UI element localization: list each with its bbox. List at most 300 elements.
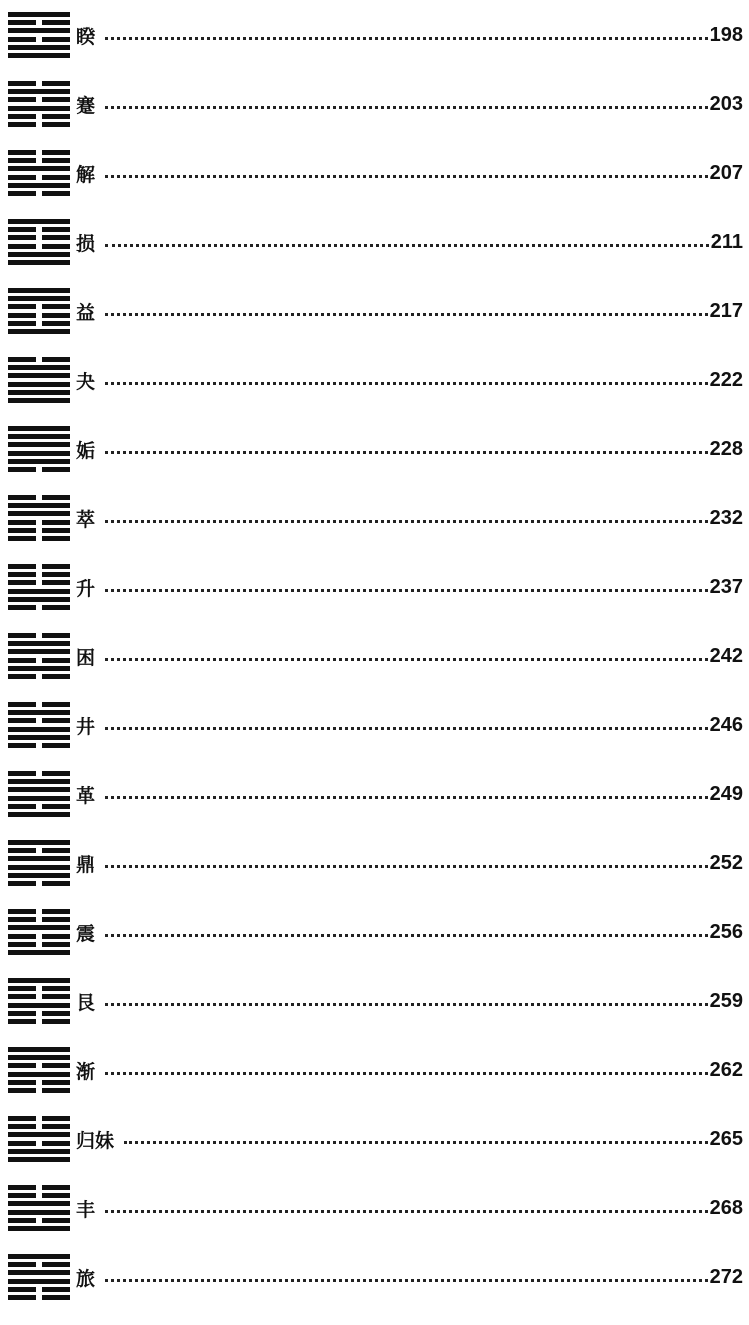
toc-entry[interactable] <box>8 909 743 955</box>
entry-name: 益 <box>76 301 96 324</box>
line-segment <box>8 605 36 610</box>
line-segment <box>8 12 70 17</box>
toc-entry[interactable] <box>8 840 743 886</box>
line-segment <box>8 848 36 853</box>
line-segment <box>8 649 70 654</box>
line-segment <box>42 743 70 748</box>
line-segment <box>8 313 36 318</box>
solid-line <box>8 503 70 508</box>
entry-name: 归妹 <box>76 1129 115 1152</box>
broken-line <box>8 304 70 309</box>
broken-line <box>8 1218 70 1223</box>
solid-line <box>8 434 70 439</box>
line-segment <box>42 572 70 577</box>
line-segment <box>42 1011 70 1016</box>
line-segment <box>42 917 70 922</box>
line-segment <box>8 796 70 801</box>
broken-line <box>8 1088 70 1093</box>
line-segment <box>42 1287 70 1292</box>
line-segment <box>42 881 70 886</box>
solid-line <box>8 666 70 671</box>
line-segment <box>42 718 70 723</box>
page-number: 246 <box>709 713 743 736</box>
line-segment <box>8 1149 70 1154</box>
broken-line <box>8 605 70 610</box>
page-number: 265 <box>709 1127 743 1150</box>
line-segment <box>42 97 70 102</box>
broken-line <box>8 520 70 525</box>
page-number: 256 <box>709 920 743 943</box>
line-segment <box>8 580 36 585</box>
line-segment <box>8 183 70 188</box>
line-segment <box>8 1055 70 1060</box>
line-segment <box>8 1262 36 1267</box>
toc-entry[interactable] <box>8 564 743 610</box>
line-segment <box>42 37 70 42</box>
line-segment <box>42 986 70 991</box>
page-number: 259 <box>709 989 743 1012</box>
solid-line <box>8 641 70 646</box>
line-segment <box>8 978 70 983</box>
line-segment <box>8 666 70 671</box>
hexagram-icon <box>8 840 70 886</box>
broken-line <box>8 804 70 809</box>
dot-leader <box>105 796 708 799</box>
line-segment <box>8 503 70 508</box>
broken-line <box>8 674 70 679</box>
line-segment <box>42 81 70 86</box>
broken-line <box>8 244 70 249</box>
solid-line <box>8 735 70 740</box>
broken-line <box>8 1124 70 1129</box>
broken-line <box>8 1287 70 1292</box>
line-segment <box>8 114 36 119</box>
line-segment <box>8 329 70 334</box>
line-segment <box>42 994 70 999</box>
line-segment <box>8 735 70 740</box>
solid-line <box>8 166 70 171</box>
line-segment <box>8 1279 70 1284</box>
broken-line <box>8 942 70 947</box>
entry-name: 损 <box>76 232 96 255</box>
line-segment <box>8 244 36 249</box>
line-segment <box>8 1287 36 1292</box>
dot-leader <box>105 37 708 40</box>
line-segment <box>8 166 70 171</box>
line-segment <box>8 520 36 525</box>
solid-line <box>8 1047 70 1052</box>
entry-name: 蹇 <box>76 94 96 117</box>
broken-line <box>8 771 70 776</box>
line-segment <box>8 235 36 240</box>
solid-line <box>8 89 70 94</box>
line-segment <box>8 398 70 403</box>
solid-line <box>8 45 70 50</box>
dot-leader <box>105 1210 708 1213</box>
solid-line <box>8 1132 70 1137</box>
entry-name: 丰 <box>76 1198 96 1221</box>
line-segment <box>8 1201 70 1206</box>
solid-line <box>8 1072 70 1077</box>
line-segment <box>8 382 70 387</box>
broken-line <box>8 718 70 723</box>
line-segment <box>42 564 70 569</box>
dot-leader <box>105 589 708 592</box>
line-segment <box>8 227 36 232</box>
entry-name: 睽 <box>76 25 96 48</box>
line-segment <box>8 150 36 155</box>
solid-line <box>8 865 70 870</box>
line-segment <box>42 909 70 914</box>
toc-entry[interactable] <box>8 1254 743 1300</box>
line-segment <box>42 235 70 240</box>
solid-line <box>8 925 70 930</box>
line-segment <box>8 873 70 878</box>
entry-name: 夬 <box>76 370 96 393</box>
solid-line <box>8 1201 70 1206</box>
dot-leader <box>105 313 708 316</box>
hexagram-icon <box>8 495 70 541</box>
line-segment <box>8 495 36 500</box>
line-segment <box>42 244 70 249</box>
toc-entry[interactable] <box>8 219 743 265</box>
line-segment <box>8 260 70 265</box>
line-segment <box>8 1141 36 1146</box>
page-number: 272 <box>709 1265 743 1288</box>
solid-line <box>8 1279 70 1284</box>
line-segment <box>8 1254 70 1259</box>
toc-entry[interactable] <box>8 81 743 127</box>
broken-line <box>8 37 70 42</box>
page-number: 262 <box>709 1058 743 1081</box>
line-segment <box>8 1157 70 1162</box>
broken-line <box>8 227 70 232</box>
entry-name: 升 <box>76 577 96 600</box>
broken-line <box>8 1011 70 1016</box>
solid-line <box>8 252 70 257</box>
page-number: 211 <box>710 230 743 253</box>
line-segment <box>42 804 70 809</box>
entry-name: 革 <box>76 784 96 807</box>
hexagram-icon <box>8 771 70 817</box>
line-segment <box>8 779 70 784</box>
toc-entry[interactable] <box>8 12 743 58</box>
line-segment <box>8 1116 36 1121</box>
entry-name: 鼎 <box>76 853 96 876</box>
toc-entry[interactable] <box>8 288 743 334</box>
line-segment <box>8 191 36 196</box>
hexagram-icon <box>8 633 70 679</box>
solid-line <box>8 812 70 817</box>
broken-line <box>8 1063 70 1068</box>
broken-line <box>8 917 70 922</box>
line-segment <box>42 771 70 776</box>
line-segment <box>42 304 70 309</box>
entry-name: 萃 <box>76 508 96 531</box>
solid-line <box>8 390 70 395</box>
hexagram-icon <box>8 81 70 127</box>
broken-line <box>8 20 70 25</box>
solid-line <box>8 219 70 224</box>
broken-line <box>8 122 70 127</box>
solid-line <box>8 1210 70 1215</box>
broken-line <box>8 572 70 577</box>
toc-entry[interactable] <box>8 150 743 196</box>
dot-leader <box>105 451 708 454</box>
solid-line <box>8 511 70 516</box>
line-segment <box>42 1295 70 1300</box>
line-segment <box>42 1088 70 1093</box>
toc-entry[interactable] <box>8 1047 743 1093</box>
solid-line <box>8 710 70 715</box>
line-segment <box>8 459 70 464</box>
solid-line <box>8 365 70 370</box>
dot-leader <box>124 1141 708 1144</box>
hexagram-icon <box>8 426 70 472</box>
line-segment <box>42 633 70 638</box>
line-segment <box>8 89 70 94</box>
line-segment <box>8 511 70 516</box>
page-number: 237 <box>709 575 743 598</box>
broken-line <box>8 467 70 472</box>
line-segment <box>8 1011 36 1016</box>
line-segment <box>8 589 70 594</box>
line-segment <box>8 1063 36 1068</box>
line-segment <box>42 357 70 362</box>
solid-line <box>8 856 70 861</box>
line-segment <box>8 865 70 870</box>
line-segment <box>42 175 70 180</box>
line-segment <box>8 106 70 111</box>
line-segment <box>42 313 70 318</box>
broken-line <box>8 1116 70 1121</box>
broken-line <box>8 1185 70 1190</box>
dot-leader <box>105 382 708 385</box>
line-segment <box>8 467 36 472</box>
line-segment <box>8 633 36 638</box>
line-segment <box>8 288 70 293</box>
line-segment <box>42 495 70 500</box>
solid-line <box>8 597 70 602</box>
line-segment <box>42 1080 70 1085</box>
line-segment <box>8 812 70 817</box>
broken-line <box>8 702 70 707</box>
entry-name: 艮 <box>76 991 96 1014</box>
broken-line <box>8 994 70 999</box>
line-segment <box>8 219 70 224</box>
solid-line <box>8 649 70 654</box>
line-segment <box>8 1019 36 1024</box>
solid-line <box>8 1254 70 1259</box>
solid-line <box>8 329 70 334</box>
line-segment <box>42 536 70 541</box>
line-segment <box>8 1295 36 1300</box>
page-number: 207 <box>709 161 743 184</box>
line-segment <box>8 1088 36 1093</box>
line-segment <box>42 1193 70 1198</box>
line-segment <box>42 1124 70 1129</box>
line-segment <box>8 1047 70 1052</box>
entry-name: 渐 <box>76 1060 96 1083</box>
solid-line <box>8 1055 70 1060</box>
line-segment <box>8 856 70 861</box>
toc-entry[interactable] <box>8 1116 743 1162</box>
solid-line <box>8 787 70 792</box>
line-segment <box>8 674 36 679</box>
toc-entry[interactable] <box>8 357 743 403</box>
solid-line <box>8 779 70 784</box>
line-segment <box>8 373 70 378</box>
broken-line <box>8 633 70 638</box>
hexagram-icon <box>8 12 70 58</box>
hexagram-icon <box>8 564 70 610</box>
line-segment <box>42 20 70 25</box>
line-segment <box>8 718 36 723</box>
line-segment <box>8 1003 70 1008</box>
dot-leader <box>105 106 708 109</box>
line-segment <box>8 917 36 922</box>
line-segment <box>8 434 70 439</box>
page-number: 203 <box>709 92 743 115</box>
hexagram-icon <box>8 219 70 265</box>
toc-entry[interactable] <box>8 702 743 748</box>
hexagram-icon <box>8 1116 70 1162</box>
dot-leader <box>105 1279 708 1282</box>
line-segment <box>42 848 70 853</box>
solid-line <box>8 260 70 265</box>
line-segment <box>8 840 70 845</box>
broken-line <box>8 848 70 853</box>
line-segment <box>8 934 36 939</box>
dot-leader <box>105 175 708 178</box>
broken-line <box>8 150 70 155</box>
solid-line <box>8 1149 70 1154</box>
line-segment <box>8 1124 36 1129</box>
solid-line <box>8 589 70 594</box>
line-segment <box>8 771 36 776</box>
dot-leader <box>105 934 708 937</box>
broken-line <box>8 495 70 500</box>
hexagram-icon <box>8 702 70 748</box>
dot-leader <box>105 520 708 523</box>
solid-line <box>8 796 70 801</box>
solid-line <box>8 183 70 188</box>
entry-name: 震 <box>76 922 96 945</box>
broken-line <box>8 1019 70 1024</box>
toc-entry[interactable] <box>8 1185 743 1231</box>
line-segment <box>42 321 70 326</box>
line-segment <box>8 787 70 792</box>
dot-leader <box>105 865 708 868</box>
page-number: 222 <box>709 368 743 391</box>
line-segment <box>8 357 36 362</box>
page-number: 198 <box>709 23 743 46</box>
hexagram-icon <box>8 288 70 334</box>
solid-line <box>8 978 70 983</box>
broken-line <box>8 321 70 326</box>
toc-entry[interactable] <box>8 978 743 1024</box>
line-segment <box>42 658 70 663</box>
broken-line <box>8 81 70 86</box>
line-segment <box>8 925 70 930</box>
solid-line <box>8 373 70 378</box>
broken-line <box>8 1193 70 1198</box>
line-segment <box>8 1072 70 1077</box>
line-segment <box>8 994 36 999</box>
line-segment <box>8 304 36 309</box>
dot-leader <box>105 1072 708 1075</box>
line-segment <box>42 227 70 232</box>
dot-leader <box>105 244 709 247</box>
line-segment <box>8 727 70 732</box>
solid-line <box>8 442 70 447</box>
line-segment <box>8 1226 70 1231</box>
hexagram-icon <box>8 357 70 403</box>
broken-line <box>8 313 70 318</box>
line-segment <box>42 580 70 585</box>
solid-line <box>8 727 70 732</box>
broken-line <box>8 658 70 663</box>
line-segment <box>8 528 36 533</box>
line-segment <box>8 252 70 257</box>
line-segment <box>42 934 70 939</box>
broken-line <box>8 1262 70 1267</box>
line-segment <box>8 45 70 50</box>
toc-entry[interactable] <box>8 633 743 679</box>
line-segment <box>42 1141 70 1146</box>
toc-entry[interactable] <box>8 771 743 817</box>
solid-line <box>8 451 70 456</box>
line-segment <box>42 605 70 610</box>
line-segment <box>42 1019 70 1024</box>
broken-line <box>8 881 70 886</box>
line-segment <box>8 97 36 102</box>
line-segment <box>8 641 70 646</box>
page-number: 232 <box>709 506 743 529</box>
broken-line <box>8 986 70 991</box>
line-segment <box>8 28 70 33</box>
solid-line <box>8 296 70 301</box>
line-segment <box>8 950 70 955</box>
line-segment <box>42 150 70 155</box>
line-segment <box>8 986 36 991</box>
broken-line <box>8 909 70 914</box>
line-segment <box>8 658 36 663</box>
toc-entry[interactable] <box>8 426 743 472</box>
broken-line <box>8 114 70 119</box>
solid-line <box>8 382 70 387</box>
dot-leader <box>105 727 708 730</box>
line-segment <box>8 81 36 86</box>
line-segment <box>8 37 36 42</box>
hexagram-icon <box>8 1185 70 1231</box>
toc-entry[interactable] <box>8 495 743 541</box>
entry-name: 井 <box>76 715 96 738</box>
line-segment <box>8 442 70 447</box>
solid-line <box>8 840 70 845</box>
line-segment <box>8 597 70 602</box>
line-segment <box>8 122 36 127</box>
line-segment <box>42 114 70 119</box>
line-segment <box>8 804 36 809</box>
solid-line <box>8 1003 70 1008</box>
broken-line <box>8 564 70 569</box>
broken-line <box>8 158 70 163</box>
line-segment <box>8 426 70 431</box>
line-segment <box>8 1193 36 1198</box>
line-segment <box>8 536 36 541</box>
solid-line <box>8 1157 70 1162</box>
